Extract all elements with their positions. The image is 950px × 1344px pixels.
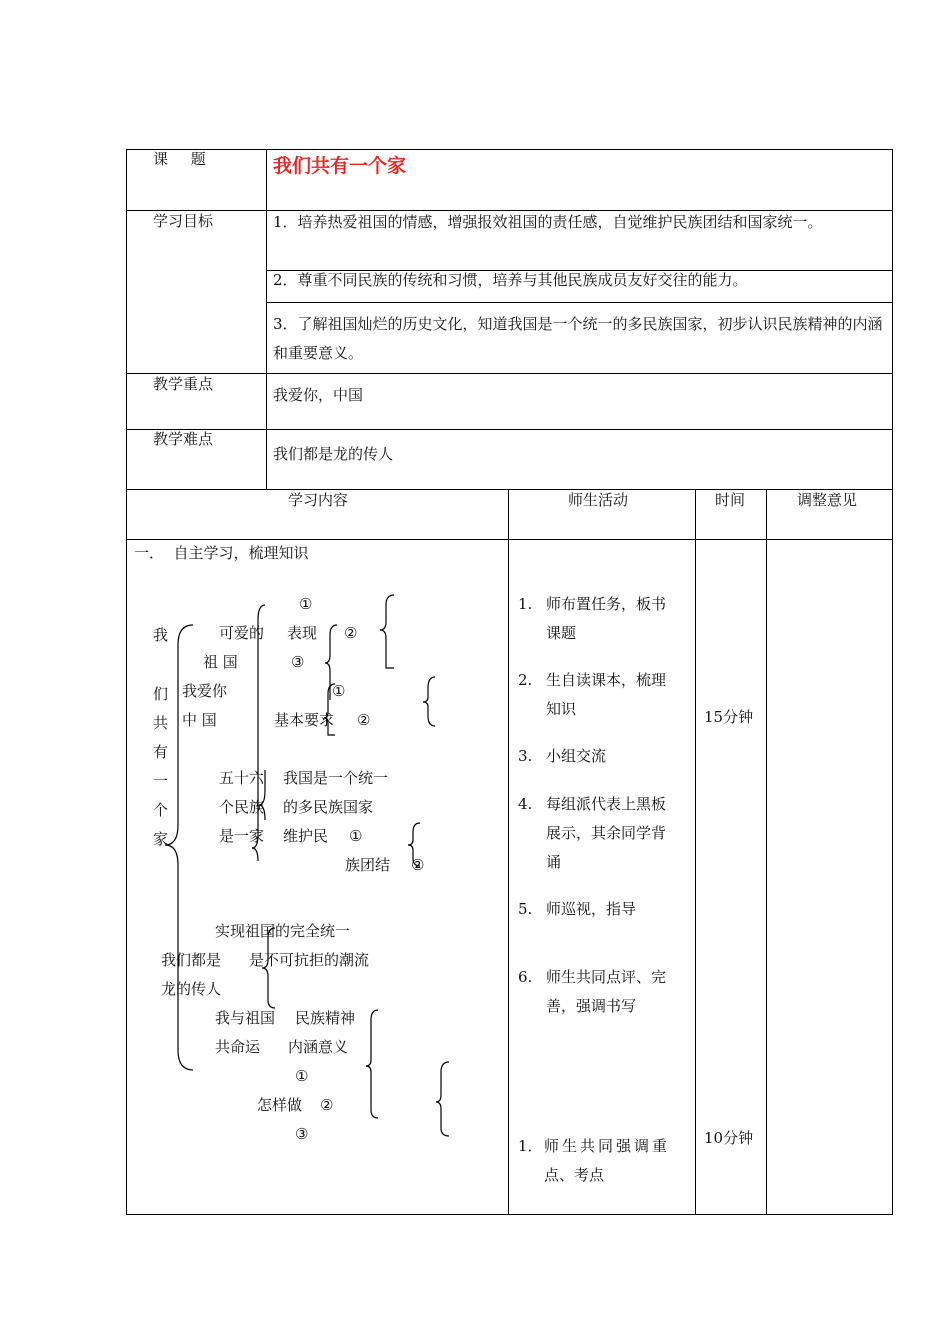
brace-root [165, 625, 193, 1070]
activity-text: 小组交流 [546, 747, 607, 765]
focus-value: 我爱你，中国 [273, 386, 364, 404]
branch2-sub: 基本要求 [274, 711, 335, 729]
branch2-label: 中 国 [182, 711, 217, 729]
activity-text: 课题 [546, 624, 577, 642]
col-header-content: 学习内容 [288, 491, 349, 509]
branch3-sub: 我国是一个统一 [283, 769, 389, 787]
activity-text: 展示，其余同学背 [546, 824, 667, 842]
topic-label: 课 题 [153, 150, 206, 168]
goal-item: 1．培养热爱祖国的情感，增强报效祖国的责任感，自觉维护民族团结和国家统一。 [273, 213, 823, 231]
branch4-sub: 怎样做 [257, 1096, 303, 1114]
activity-item [518, 790, 693, 877]
activity-text: 诵 [546, 853, 562, 871]
brace-branch4-inner [366, 1010, 378, 1118]
difficulty-value: 我们都是龙的传人 [273, 445, 394, 463]
activity-text: 点、考点 [544, 1166, 605, 1184]
branch3-label: 五十六 [219, 769, 265, 787]
activity-num: 5. [518, 900, 533, 918]
branch3-item: ② [411, 856, 425, 874]
branch1-item: ③ [291, 653, 305, 671]
activity-text: 每组派代表上黑板 [546, 795, 667, 813]
activity-item [518, 895, 693, 924]
branch4-sub: 是不可抗拒的潮流 [249, 951, 370, 969]
brace-branch3-far [408, 823, 420, 866]
section-title: 一． 自主学习，梳理知识 [134, 544, 309, 562]
focus-label: 教学重点 [153, 375, 214, 393]
branch2-item: ② [357, 711, 371, 729]
brace-branch1 [325, 625, 337, 700]
goal-item: 2．尊重不同民族的传统和习惯，培养与其他民族成员友好交往的能力。 [273, 271, 748, 289]
root-char: 家 [153, 830, 169, 848]
activity-item [518, 963, 693, 1021]
branch1-label: 可爱的 [219, 624, 265, 642]
col-header-time: 时间 [715, 491, 746, 509]
goal-item: 3．了解祖国灿烂的历史文化，知道我国是一个统一的多民族国家，初步认识民族精神的内涵和重要意义。 [273, 315, 883, 362]
activity-text: 师布置任务，板书 [546, 595, 667, 613]
branch4-sub: 我与祖国 [215, 1009, 276, 1027]
branch4-item: ③ [295, 1125, 309, 1143]
activity-num: 4. [518, 795, 533, 813]
activity-item [518, 1132, 693, 1190]
activity-num: 2. [518, 671, 533, 689]
brace-branch4-far [436, 1062, 449, 1136]
branch3-sub: 维护民 [283, 827, 329, 845]
activity-item [518, 666, 693, 724]
branch4-sub: 实现祖国的完全统一 [215, 922, 351, 940]
topic-title: 我们共有一个家 [273, 155, 407, 177]
root-char: 共 [153, 714, 169, 732]
brace-branch1-far [380, 595, 394, 668]
root-char: 们 [153, 685, 169, 703]
branch4-label: 龙的传人 [161, 980, 222, 998]
branch3-label: 个民族 [219, 798, 265, 816]
branch4-label: 我们都是 [161, 951, 222, 969]
activity-text: 师生共同强调重 [544, 1137, 671, 1155]
branch1-sub: 表现 [287, 624, 318, 642]
branch4-item: ② [320, 1096, 334, 1114]
branch4-sub: 内涵意义 [288, 1038, 349, 1056]
activity-num: 1. [518, 595, 533, 613]
time-value: 15分钟 [704, 708, 754, 726]
branch2-item: ① [332, 682, 346, 700]
branch3-sub: 的多民族国家 [283, 798, 374, 816]
activity-num: 3. [518, 747, 533, 765]
branch3-item: ① [349, 827, 363, 845]
brace-branch4 [262, 928, 275, 1008]
activity-text: 师生共同点评、完 [546, 968, 667, 986]
activity-item [518, 590, 693, 648]
branch4-sub: 共命运 [215, 1038, 261, 1056]
branch3-label: 是一家 [219, 827, 265, 845]
col-header-notes: 调整意见 [797, 491, 858, 509]
activity-num: 6. [518, 968, 533, 986]
branch1-item: ② [344, 624, 358, 642]
root-char: 有 [153, 743, 169, 761]
root-char: 一 [153, 772, 169, 790]
activity-text: 师巡视，指导 [546, 900, 637, 918]
activity-text: 生自读课本，梳理 [546, 671, 667, 689]
branch1-item: ① [299, 595, 313, 613]
time-value: 10分钟 [704, 1129, 754, 1147]
root-char: 个 [153, 801, 169, 819]
activity-text: 知识 [546, 700, 577, 718]
activity-item [518, 742, 693, 771]
branch4-sub: 民族精神 [295, 1009, 356, 1027]
branch1-label: 祖 国 [203, 653, 238, 671]
brace-branch2-far [423, 677, 435, 726]
root-char: 我 [153, 626, 169, 644]
col-header-activity: 师生活动 [568, 491, 629, 509]
branch4-item: ① [295, 1067, 309, 1085]
activity-text: 善，强调书写 [546, 997, 637, 1015]
activity-num: 1． [518, 1137, 543, 1155]
goals-label: 学习目标 [153, 212, 214, 230]
difficulty-label: 教学难点 [153, 430, 214, 448]
branch3-sub: 族团结 [345, 856, 391, 874]
brace-branch3 [259, 770, 265, 820]
brace-level2 [252, 605, 265, 861]
branch2-label: 我爱你 [182, 682, 228, 700]
